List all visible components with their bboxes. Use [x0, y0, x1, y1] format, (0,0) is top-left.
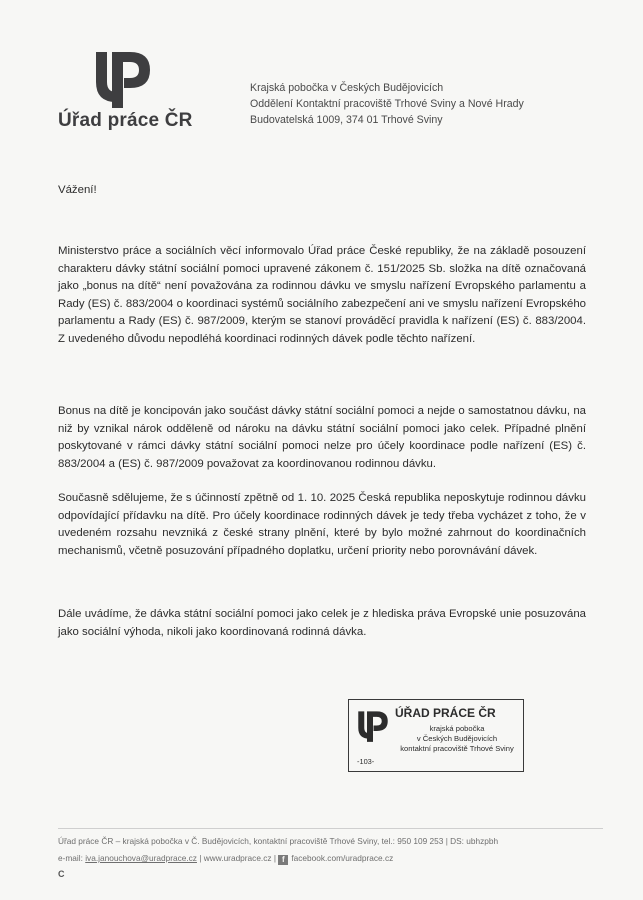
email-label: e-mail: — [58, 853, 83, 863]
footer-divider — [58, 828, 603, 829]
footer-contact-line: Úřad práce ČR – krajská pobočka v Č. Budějovicích, kontaktní pracoviště Trhové Sviny, tel.: 950 109 253 | DS: ubhzpbh — [58, 836, 499, 846]
footer-mark: C — [58, 869, 65, 879]
separator: | — [199, 853, 202, 863]
address-line: Oddělení Kontaktní pracoviště Trhové Sviny a Nové Hrady — [250, 98, 524, 110]
stamp-title: ÚŘAD PRÁCE ČR — [395, 706, 496, 720]
up-logo-mark-icon — [92, 44, 154, 110]
logo — [58, 44, 193, 140]
paragraph: Současně sdělujeme, že s účinností zpětně od 1. 10. 2025 Česká republika neposkytuje rodinnou dávku odpovídající přídavku na dítě. Pro účely koordinace rodinných dávek je tedy třeba vycházet z toho, že v uvedeném rozsahu nevzniká z české strany plnění, které by bylo možné zahrnout do koordinačních mechanismů, včetně posuzování případného doplatku, určení priority nebo porovnávání dávek. — [58, 492, 586, 557]
sender-address — [250, 80, 610, 128]
paragraph: Bonus na dítě je koncipován jako součást dávky státní sociální pomoci a nejde o samostatnou dávku, na niž by vznikal nárok odděleně od nároku na dávku státní sociální pomoci jako celek. Případné plnění poskytované v rámci dávky státní sociální pomoci nelze pro účely koordinace podle nařízení (ES) č. 883/2004 a (ES) č. 987/2009 považovat za koordinovanou rodinnou dávku. — [58, 405, 586, 470]
salutation: Vážení! — [58, 184, 97, 196]
email-link[interactable]: iva.janouchova@uradprace.cz — [85, 853, 197, 863]
address-line: Budovatelská 1009, 374 01 Trhové Sviny — [250, 114, 443, 126]
stamp-line: kontaktní pracoviště Trhové Sviny — [400, 744, 514, 753]
footer-links-line — [58, 853, 393, 865]
facebook-icon: f — [278, 855, 288, 865]
office-stamp — [348, 699, 524, 772]
paragraph: Ministerstvo práce a sociálních věcí informovalo Úřad práce České republiky, že na základě posouzení charakteru dávky státní sociální pomoci upravené zákonem č. 151/2025 Sb. složka na dítě označovaná jako „bonus na dítě“ není považována za rodinnou dávku ve smyslu nařízení Evropského parlamentu a Rady (ES) č. 883/2004 o koordinaci systémů sociálního zabezpečení ani ve smyslu nařízení Evropského parlamentu a Rady (ES) č. 987/2009, kterým se stanoví prováděcí pravidla k nařízení (ES) č. 883/2004. Z uvedeného důvodu nepodléhá koordinaci rodinných dávek podle těchto nařízení. — [58, 245, 586, 345]
stamp-line: v Českých Budějovicích — [416, 734, 498, 743]
separator: | — [273, 853, 277, 863]
website-link[interactable]: www.uradprace.cz — [203, 853, 272, 863]
up-logo-mark-icon — [356, 707, 390, 743]
address-line: Krajská pobočka v Českých Budějovicích — [250, 82, 444, 94]
facebook-link[interactable]: facebook.com/uradprace.cz — [291, 853, 394, 863]
stamp-line: krajská pobočka — [429, 724, 485, 733]
stamp-number: -103- — [357, 757, 375, 766]
paragraph: Dále uvádíme, že dávka státní sociální pomoci jako celek je z hlediska práva Evropské unie posuzována jako sociální výhoda, nikoli jako koordinovaná rodinná dávka. — [58, 608, 586, 638]
logo-text: Úřad práce ČR — [58, 110, 193, 131]
